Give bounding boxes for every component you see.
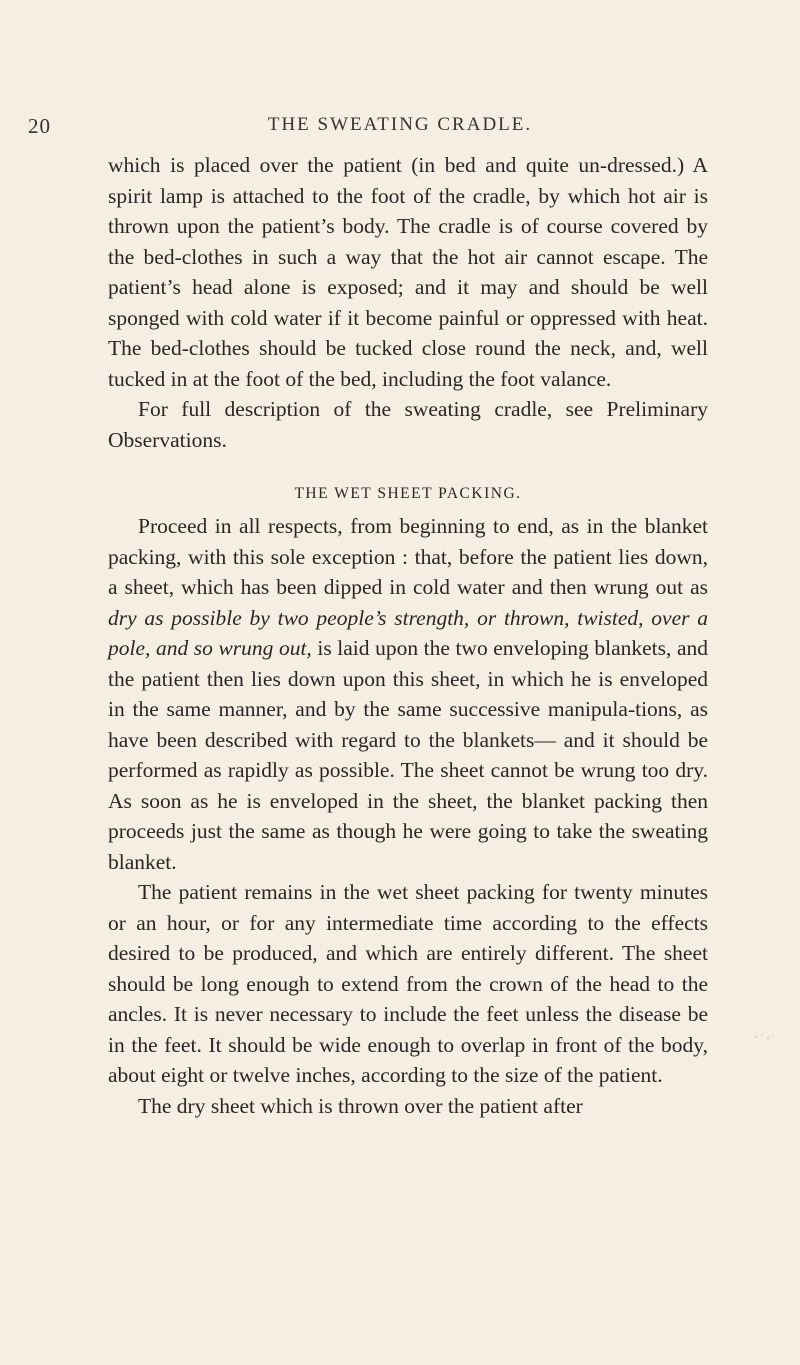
running-title: THE SWEATING CRADLE. — [267, 114, 533, 135]
paragraph-wet-sheet-procedure — [108, 511, 708, 877]
paragraph-duration: The patient remains in the wet sheet packing for twenty minutes or an hour, or for any intermediate time according to the effects desired to be produced, and which are entirely different. The sheet should be long enough to extend from the crown of the head to the ancles. It is never necessary to include the feet unless the disease be in the feet. It should be wide enough to overlap in front of the body, about eight or twelve inches, according to the size of the patient. — [108, 880, 708, 1087]
section-heading: THE WET SHEET PACKING. — [294, 485, 522, 502]
procedure-text-end: is laid upon the two enveloping blankets, and the patient then lies down upon this sheet, in which he is enveloped in the same manner, and by the same successive manipula-tions, as have been described with regard to the blankets— and it should be performed as rapidly as possible. The sheet cannot be wrung too dry. As soon as he is enveloped in the sheet, the blanket packing then proceeds just the same as though he were going to take the sweating blanket. — [108, 636, 708, 874]
paper-speck-decoration — [750, 1030, 778, 1044]
paragraph-cradle-description: which is placed over the patient (in bed and quite un-dressed.) A spirit lamp is attached to the foot of the cradle, by which hot air is thrown upon the patient’s body. The cradle is of course covered by the bed-clothes in such a way that the hot air cannot escape. The patient’s head alone is exposed; and it may and should be well sponged with cold water if it become painful or oppressed with heat. The bed-clothes should be tucked close round the neck, and, well tucked in at the foot of the bed, including the foot valance. — [108, 153, 708, 391]
procedure-text-italic: dry as possible by two people’s strength, or thrown, twisted, over a pole, and so wrung out, — [108, 605, 708, 660]
procedure-text-start: Proceed in all respects, from beginning to end, as in the blanket packing, with this sole exception : that, before the patient lies down, a sheet, which has been dipped in cold water and then wrung out as — [108, 514, 708, 599]
paragraph-reference: For full description of the sweating cradle, see Preliminary Observations. — [108, 397, 708, 452]
page-number: 20 — [28, 114, 51, 138]
paragraph-dry-sheet: The dry sheet which is thrown over the patient after — [138, 1093, 583, 1118]
body-text — [108, 150, 708, 1121]
